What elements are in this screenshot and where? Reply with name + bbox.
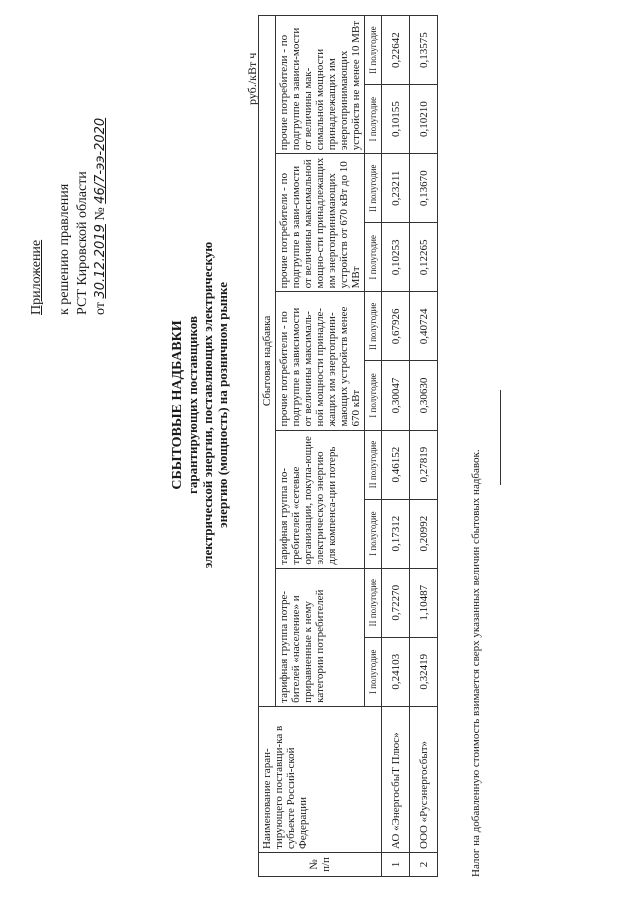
- number-prefix: №: [93, 207, 108, 221]
- col-num-header: № п/п: [259, 852, 382, 876]
- half-header: II полугодие: [365, 292, 382, 361]
- table-row: [410, 16, 438, 877]
- col-name-header: Наименование гаран-тирующего поставщи-ка в субъекте Россий-ской Федерации: [259, 706, 382, 852]
- title-line-1: СБЫТОВЫЕ НАДБАВКИ: [170, 320, 185, 490]
- row-num: 1: [382, 852, 410, 876]
- group-header: Сбытовая надбавка: [259, 16, 276, 707]
- group-header-over-10: прочие потребители - по подгруппе в зависи-мости от величины мак-симальной мощности принадлежащих им энергопринимающих устройств не менее 10 МВт: [276, 16, 365, 154]
- value-cell: 0,32419: [410, 637, 438, 706]
- value-cell: 0,72270: [382, 568, 410, 637]
- row-num: 2: [410, 852, 438, 876]
- half-header: I полугодие: [365, 223, 382, 292]
- value-cell: 0,22642: [382, 16, 410, 85]
- value-cell: 0,24103: [382, 637, 410, 706]
- surcharge-table: [258, 15, 438, 877]
- half-header: II полугодие: [365, 154, 382, 223]
- half-header: I полугодие: [365, 499, 382, 568]
- divider-line: [500, 390, 501, 485]
- approval-line-1: к решению правления: [57, 183, 72, 315]
- value-cell: 0,17312: [382, 499, 410, 568]
- group-header-under-670: прочие потребители - по подгруппе в зависимости от величины максималь-ной мощности принадле-жащих им энергоприни-мающих устройств менее 670 кВт: [276, 292, 365, 430]
- value-cell: 0,30630: [410, 361, 438, 430]
- document-title: [170, 105, 230, 705]
- value-cell: 1,10487: [410, 568, 438, 637]
- title-line-4: энергию (мощность) на розничном рынке: [215, 282, 230, 528]
- value-cell: 0,10253: [382, 223, 410, 292]
- vat-note: Налог на добавленную стоимость взимается сверх указанных величин сбытовых надбавок.: [470, 449, 482, 877]
- half-header: II полугодие: [365, 430, 382, 499]
- value-cell: 0,46152: [382, 430, 410, 499]
- title-line-2: гарантирующих поставщиков: [185, 316, 200, 495]
- value-cell: 0,12265: [410, 223, 438, 292]
- approval-line-2: РСТ Кировской области: [75, 171, 90, 315]
- half-header: I полугодие: [365, 361, 382, 430]
- appendix-label: Приложение: [29, 239, 44, 315]
- value-cell: 0,40724: [410, 292, 438, 361]
- approval-date: 30.12.2019: [93, 224, 108, 299]
- value-cell: 0,10210: [410, 85, 438, 154]
- value-cell: 0,23211: [382, 154, 410, 223]
- half-header: II полугодие: [365, 16, 382, 85]
- half-header: I полугодие: [365, 85, 382, 154]
- table-row: [382, 16, 410, 877]
- supplier-name: ООО «Русэнергосбыт»: [410, 706, 438, 852]
- value-cell: 0,13670: [410, 154, 438, 223]
- value-cell: 0,10155: [382, 85, 410, 154]
- title-line-3: электрической энергии, поставляющих электрическую: [200, 241, 215, 569]
- group-header-670-to-10: прочие потребители - по подгруппе в зави-симости от величины максимальной мощно-сти принадлежащих им энергопринимающих устройств от 670 кВт до 10 МВт: [276, 154, 365, 292]
- group-header-population: тарифная группа потре-бителей «население» и приравненные к нему категории потребителей: [276, 568, 365, 706]
- approval-block: [28, 15, 110, 315]
- table-header-row-1: [259, 16, 276, 877]
- group-header-grid: тарифная группа по-требителей «сетевые организации, покупа-ющие электрическую энергию для компенса-ции потерь: [276, 430, 365, 568]
- value-cell: 0,20992: [410, 499, 438, 568]
- value-cell: 0,27819: [410, 430, 438, 499]
- date-prefix: от: [93, 302, 108, 315]
- approval-date-line: [92, 15, 110, 315]
- approval-number: 46/7-ээ-2020: [93, 117, 108, 204]
- half-header: II полугодие: [365, 568, 382, 637]
- value-cell: 0,13575: [410, 16, 438, 85]
- supplier-name: АО «ЭнергосбыТ Плюс»: [382, 706, 410, 852]
- value-cell: 0,30047: [382, 361, 410, 430]
- unit-label: руб./кВт ч: [245, 52, 259, 105]
- half-header: I полугодие: [365, 637, 382, 706]
- value-cell: 0,67926: [382, 292, 410, 361]
